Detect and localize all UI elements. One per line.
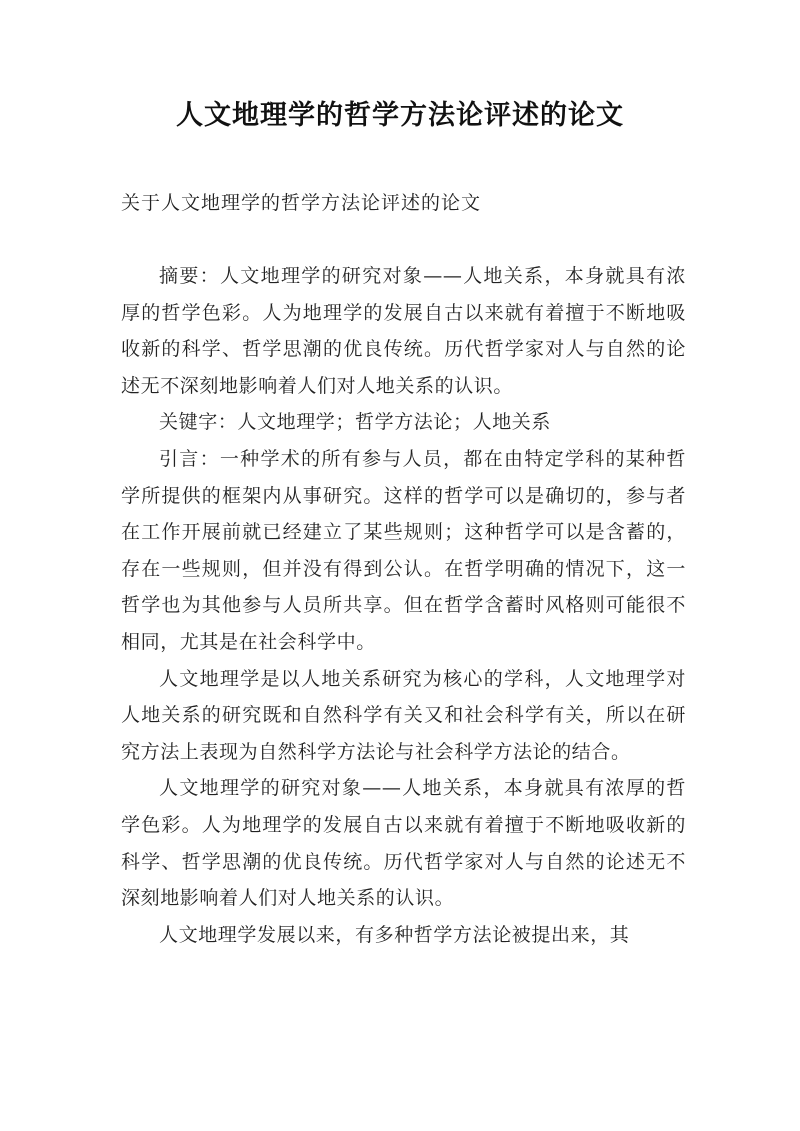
body-paragraph: 人文地理学发展以来，有多种哲学方法论被提出来，其 (159, 923, 630, 946)
introduction-paragraph: 引言：一种学术的所有参与人员，都在由特定学科的某种哲学所提供的框架内从事研究。这样的哲学可以是确切的，参与者在工作开展前就已经建立了某些规则；这种哲学可以是含蓄的，存在一些规则，但并没有得到公认。在哲学明确的情况下，这一哲学也为其他参与人员所共享。但在哲学含蓄时风格则可能很不相同，尤其是在社会科学中。 (121, 447, 686, 653)
document-subtitle: 关于人文地理学的哲学方法论评述的论文 (121, 192, 482, 214)
document-title: 人文地理学的哲学方法论评述的论文 (176, 100, 624, 131)
keywords-paragraph: 关键字：人文地理学；哲学方法论；人地关系 (159, 411, 552, 434)
body-paragraph: 人文地理学是以人地关系研究为核心的学科，人文地理学对人地关系的研究既和自然科学有关又和社会科学有关，所以在研究方法上表现为自然科学方法论与社会科学方法论的结合。 (121, 667, 686, 763)
document-body (121, 258, 686, 953)
abstract-paragraph: 摘要：人文地理学的研究对象——人地关系，本身就具有浓厚的哲学色彩。人为地理学的发展自古以来就有着擅于不断地吸收新的科学、哲学思潮的优良传统。历代哲学家对人与自然的论述无不深刻地影响着人们对人地关系的认识。 (121, 265, 686, 397)
body-paragraph: 人文地理学的研究对象——人地关系，本身就具有浓厚的哲学色彩。人为地理学的发展自古以来就有着擅于不断地吸收新的科学、哲学思潮的优良传统。历代哲学家对人与自然的论述无不深刻地影响着人们对人地关系的认识。 (121, 777, 686, 910)
